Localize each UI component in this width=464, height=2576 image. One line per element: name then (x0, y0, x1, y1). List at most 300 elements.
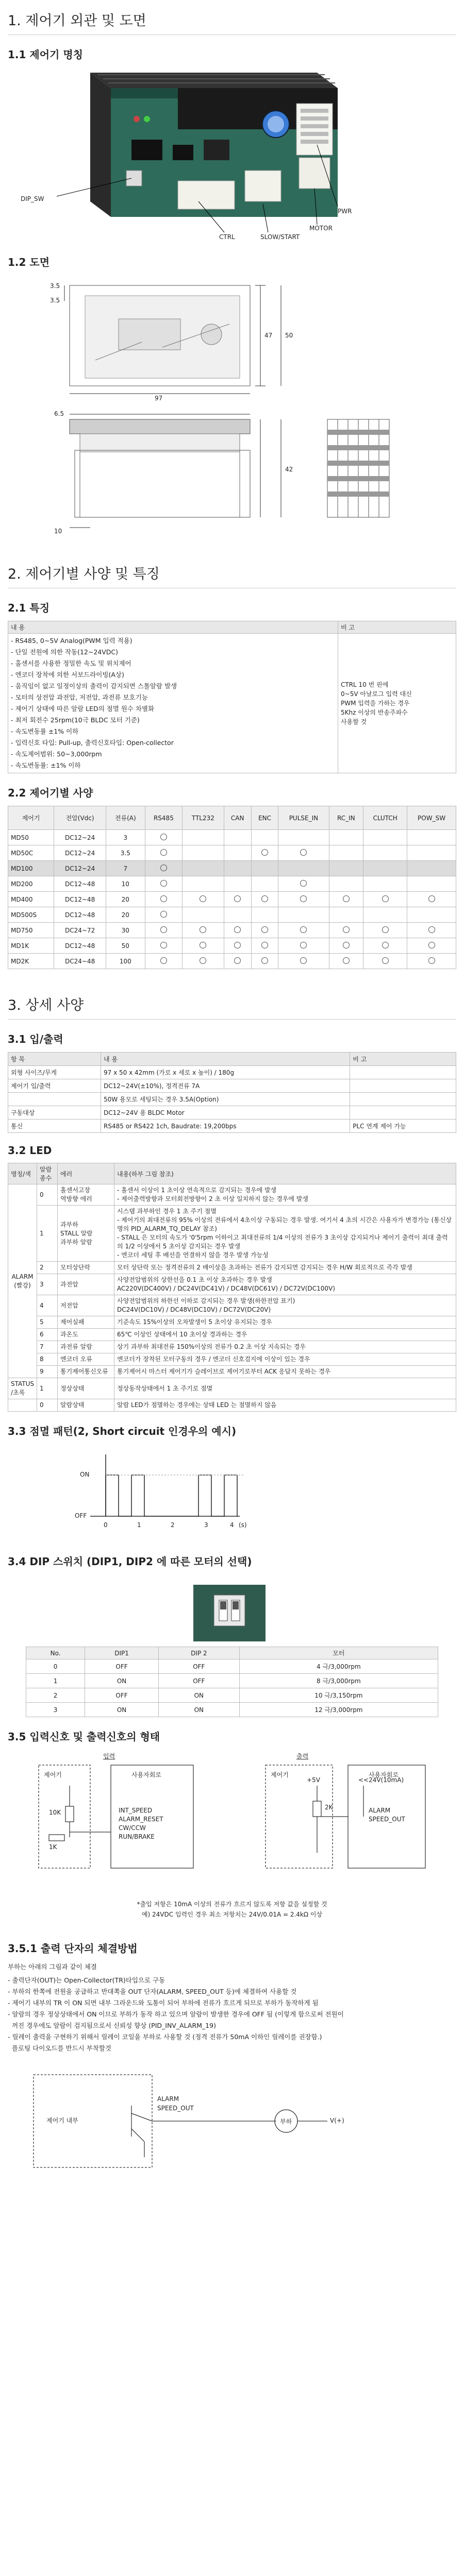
led-error: 과온도 (58, 1329, 114, 1341)
led-row (8, 1329, 456, 1341)
drawing-figure (8, 275, 456, 553)
model-feature-cell (251, 954, 278, 969)
led-row (8, 1366, 456, 1378)
led-row (8, 1295, 456, 1316)
dip-cell: ON (158, 1703, 239, 1717)
controller-photo (8, 67, 456, 243)
output-circuit-figure (8, 2064, 456, 2178)
model-row (8, 876, 456, 892)
model-feature-cell (363, 830, 407, 845)
supported-mark-icon (300, 926, 307, 933)
model-feature-cell (329, 876, 363, 892)
io-row (8, 1066, 456, 1079)
status-name (8, 1399, 37, 1412)
led-count: 4 (37, 1295, 58, 1316)
supported-mark-icon (261, 895, 268, 902)
io-row (8, 1093, 456, 1106)
feature-item: - 홀센서를 사용한 정밀한 속도 및 위치제어 (11, 659, 131, 667)
controller-photo-figure (8, 67, 456, 243)
model-row (8, 954, 456, 969)
model-voltage: DC12~24 (54, 845, 106, 861)
supported-mark-icon (382, 957, 389, 964)
circuit-5v: +5V (307, 1776, 320, 1784)
model-voltage: DC24~72 (54, 923, 106, 938)
output-text (8, 1975, 456, 2054)
model-feature-cell (407, 923, 456, 938)
model-current: 20 (106, 907, 145, 923)
model-feature-cell (363, 938, 407, 954)
model-feature-cell (183, 954, 224, 969)
model-voltage: DC12~48 (54, 892, 106, 907)
dip-cell: 0 (26, 1659, 85, 1674)
led-count: 8 (37, 1353, 58, 1366)
io-col-header: 내 용 (101, 1053, 350, 1066)
output-text-line: - 릴레이 출력을 구현하기 위해서 릴레이 코일을 부하로 사용할 것 (정격 전류가 50mA 이하인 릴레이를 권장함.) (8, 2033, 322, 2041)
label-motor: MOTOR (309, 225, 333, 232)
supported-mark-icon (261, 926, 268, 933)
model-col-header: POW_SW (407, 806, 456, 830)
section-2-1-title: 2.1 특징 (8, 602, 50, 614)
led-desc: 사양전압범위의 상한선을 0.1 초 이상 초과하는 경우 발생 AC220V(DC400V) / DC24V(DC41V) / DC48V(DC61V) / DC72V(DC100V) (114, 1274, 456, 1295)
model-feature-cell (363, 876, 407, 892)
status-count: 1 (37, 1378, 58, 1399)
io-cell: 외형 사이즈/무게 (8, 1066, 101, 1079)
supported-mark-icon (428, 957, 435, 964)
blink-tick-3: 3 (204, 1521, 208, 1529)
model-feature-cell (329, 907, 363, 923)
model-feature-cell (278, 907, 329, 923)
model-current: 100 (106, 954, 145, 969)
io-table-body (8, 1066, 456, 1133)
io-row (8, 1120, 456, 1133)
model-table-body (8, 830, 456, 969)
supported-mark-icon (160, 911, 167, 918)
model-name: MD400 (8, 892, 54, 907)
circuit-output-signals (369, 1806, 405, 1824)
io-cell (350, 1106, 456, 1120)
feature-item: - 제어기 상태에 따른 알람 LED의 점멸 원수 차별화 (11, 705, 155, 713)
supported-mark-icon (200, 895, 206, 902)
section-3-2-title: 3.2 LED (8, 1144, 52, 1157)
led-count: 0 (37, 1184, 58, 1206)
dip-cell: OFF (85, 1659, 159, 1674)
dip-row (26, 1688, 438, 1703)
status-row (8, 1399, 456, 1412)
dip-cell: OFF (158, 1674, 239, 1688)
supported-mark-icon (160, 834, 167, 840)
status-desc: 알람 LED가 점멸하는 경우에는 상태 LED 는 점멸하지 않음 (114, 1399, 456, 1412)
supported-mark-icon (343, 942, 350, 948)
supported-mark-icon (160, 895, 167, 902)
circuit-input-signals (119, 1806, 163, 1841)
out-circuit-alarm: ALARM (157, 2095, 179, 2103)
circuit-output-title: 출력 (296, 1753, 309, 1760)
features-header-content: 내 용 (8, 621, 338, 634)
dim-3-5-a: 3.5 (50, 282, 60, 290)
feature-note-line: 사용할 것 (341, 718, 367, 725)
model-voltage: DC12~24 (54, 861, 106, 876)
model-feature-cell (329, 845, 363, 861)
io-col-header: 비 고 (350, 1053, 456, 1066)
led-col-header: 내용(하부 그림 참조) (114, 1163, 456, 1184)
led-desc: 시스템 과부하인 경우 1 초 주기 점멸 - 제어기의 최대전류의 95% 이상의 전류에서 4초이상 구동되는 경우 발생. 여기서 4 초의 시간은 사용자가 변경가능 (통신상명의 PID_ALARM_TQ_DELAY 참조) - STALL 은 모터의 속도가 '0'5rpm 이하이고 최대전류의 1/4 이상의 전류가 3 초이상 감지되거나 제어기 출력이 최대 출력의 1/2 이상에서 5 초이상 감지되는 경우 발생 - 엔코더 세팅 후 배선을 연결하지 않을 경우 발생 가능성 (114, 1206, 456, 1262)
model-name: MD50C (8, 845, 54, 861)
section-1-2-title: 1.2 도면 (8, 256, 50, 268)
model-feature-cell (251, 845, 278, 861)
model-feature-cell (224, 876, 251, 892)
blink-tick-0: 0 (104, 1521, 108, 1529)
dip-col-header: 모터 (239, 1647, 438, 1659)
supported-mark-icon (160, 957, 167, 964)
model-feature-cell (329, 892, 363, 907)
supported-mark-icon (300, 942, 307, 948)
supported-mark-icon (160, 942, 167, 948)
features-list-cell (8, 634, 338, 773)
feature-item: - 입력신호 타입: Pull-up, 출력신호타입: Open-collector (11, 739, 174, 747)
led-error: 모터상단락 (58, 1262, 114, 1274)
led-row (8, 1206, 456, 1262)
led-group-name: ALARM (빨강) (8, 1184, 37, 1378)
io-cell (350, 1066, 456, 1079)
feature-item: - 움직임이 없고 일정이상의 출력이 감지되면 스톨알람 발생 (11, 682, 177, 690)
model-feature-cell (145, 876, 183, 892)
feature-note-line: CTRL 10 번 핀에 (341, 681, 389, 688)
model-current: 30 (106, 923, 145, 938)
model-col-header: 전압(Vdc) (54, 806, 106, 830)
model-voltage: DC12~48 (54, 907, 106, 923)
model-feature-cell (278, 923, 329, 938)
model-feature-cell (183, 923, 224, 938)
feature-item: - 속도변동률: ±1% 이하 (11, 761, 81, 769)
led-table-header (8, 1163, 456, 1184)
circuit-note-2: 예) 24VDC 입력인 경우 최소 저항치는 24V/0.01A = 2.4kΩ 이상 (141, 1911, 323, 1918)
model-feature-cell (329, 861, 363, 876)
supported-mark-icon (200, 942, 206, 948)
model-feature-cell (224, 830, 251, 845)
model-voltage: DC12~48 (54, 938, 106, 954)
blink-tick-1: 1 (137, 1521, 141, 1529)
model-voltage: DC12~24 (54, 830, 106, 845)
blink-tick-4: 4 (230, 1521, 234, 1529)
circuit-r-1k: 1K (49, 1843, 57, 1851)
model-row (8, 923, 456, 938)
model-row (8, 892, 456, 907)
supported-mark-icon (300, 895, 307, 902)
blink-tick-2: 2 (171, 1521, 175, 1529)
dip-table (26, 1647, 438, 1717)
label-dip-sw: DIP_SW (21, 195, 44, 202)
led-row (8, 1184, 456, 1206)
status-error: 알람상태 (58, 1399, 114, 1412)
model-feature-cell (251, 907, 278, 923)
supported-mark-icon (160, 865, 167, 871)
model-feature-cell (224, 954, 251, 969)
dip-cell: 8 극/3,000rpm (239, 1674, 438, 1688)
section-3-5-title: 3.5 입력신호 및 출력신호의 형태 (8, 1731, 160, 1743)
led-desc: 모터 상단락 또는 정격전류의 2 배이상을 초과하는 전류가 감지되면 감지되는 경우 H/W 회로적으로 즉각 발생 (114, 1262, 456, 1274)
model-feature-cell (145, 954, 183, 969)
output-text-line: - 알람의 경우 정상상태에서 ON 이므로 부하가 동작 하고 있으며 알람이 발생한 경우에 OFF 됨 (이렇게 함으로써 전원이 (8, 2010, 344, 2018)
supported-mark-icon (234, 957, 241, 964)
model-table-header (8, 806, 456, 830)
model-feature-cell (251, 830, 278, 845)
led-table-body (8, 1184, 456, 1412)
model-col-header: 전류(A) (106, 806, 145, 830)
dip-cell: 3 (26, 1703, 85, 1717)
led-count: 9 (37, 1366, 58, 1378)
model-feature-cell (407, 954, 456, 969)
model-feature-cell (224, 938, 251, 954)
io-cell: RS485 or RS422 1ch, Baudrate: 19,200bps (101, 1120, 350, 1133)
led-count: 6 (37, 1329, 58, 1341)
feature-note-line: PWM 입력을 가하는 경우 (341, 700, 410, 707)
model-col-header: RC_IN (329, 806, 363, 830)
model-current: 20 (106, 892, 145, 907)
dip-table-body (26, 1659, 438, 1717)
model-feature-cell (278, 861, 329, 876)
model-feature-cell (278, 954, 329, 969)
model-feature-cell (278, 938, 329, 954)
supported-mark-icon (428, 942, 435, 948)
output-text-line: 플로팅 다이오드를 반드시 부착할것 (8, 2044, 111, 2052)
model-feature-cell (329, 830, 363, 845)
model-feature-cell (363, 954, 407, 969)
io-cell: 50W 용모로 세팅되는 경우 3.5A(Option) (101, 1093, 350, 1106)
features-note (341, 680, 453, 726)
model-name: MD50 (8, 830, 54, 845)
model-feature-cell (224, 892, 251, 907)
led-error: 과전류 알람 (58, 1341, 114, 1353)
io-cell (350, 1093, 456, 1106)
model-feature-cell (363, 861, 407, 876)
model-current: 7 (106, 861, 145, 876)
supported-mark-icon (234, 926, 241, 933)
status-row (8, 1378, 456, 1399)
led-desc: 상기 과부하 최대전류 150%이상의 전류가 0.2 초 이상 지속되는 경우 (114, 1341, 456, 1353)
model-col-header: ENC (251, 806, 278, 830)
io-cell: 구동대상 (8, 1106, 101, 1120)
model-feature-cell (183, 907, 224, 923)
led-table (8, 1163, 456, 1412)
features-list (11, 635, 335, 771)
dip-col-header: No. (26, 1647, 85, 1659)
dip-cell: ON (85, 1674, 159, 1688)
feature-note-line: 0~5V 아날로그 입력 대신 (341, 690, 412, 698)
circuit-ctrl-out: 제어기 (271, 1771, 289, 1778)
model-name: MD100 (8, 861, 54, 876)
io-cell (8, 1093, 101, 1106)
led-error: 엔코더 오류 (58, 1353, 114, 1366)
io-cell: 제어기 입/출력 (8, 1079, 101, 1093)
model-col-header: 제어기 (8, 806, 54, 830)
dip-cell: 12 극/3,000rpm (239, 1703, 438, 1717)
model-feature-cell (363, 923, 407, 938)
model-feature-cell (251, 938, 278, 954)
led-desc: 엔코더가 장착된 모터구동의 경우 / 엔코더 신호검지에 이상이 있는 경우 (114, 1353, 456, 1366)
model-feature-cell (407, 861, 456, 876)
io-circuit-figure (8, 1750, 456, 1899)
output-intro: 부하는 아래의 그림과 같이 체결 (8, 1963, 97, 1971)
led-desc: 기준속도 15%이상의 오차발생이 5 초이상 유지되는 경우 (114, 1316, 456, 1329)
dim-6-5: 6.5 (54, 410, 64, 417)
dip-cell: OFF (158, 1659, 239, 1674)
led-error: 과전압 (58, 1274, 114, 1295)
supported-mark-icon (160, 926, 167, 933)
model-feature-cell (145, 938, 183, 954)
led-count: 5 (37, 1316, 58, 1329)
model-feature-cell (224, 845, 251, 861)
supported-mark-icon (234, 942, 241, 948)
model-feature-cell (183, 845, 224, 861)
circuit-24v: <<24V(10mA) (358, 1776, 404, 1784)
circuit-user-out: 사용자회로 (369, 1771, 399, 1778)
supported-mark-icon (343, 895, 350, 902)
model-feature-cell (183, 938, 224, 954)
supported-mark-icon (160, 880, 167, 887)
supported-mark-icon (261, 942, 268, 948)
io-cell (350, 1079, 456, 1093)
model-col-header: RS485 (145, 806, 183, 830)
model-feature-cell (278, 830, 329, 845)
status-name: STATUS /초록 (8, 1378, 37, 1399)
led-desc: 통기제어시 마스터 제어기가 슬레이브로 제어기로부터 ACK 응답지 못하는 경우 (114, 1366, 456, 1378)
io-cell: 통신 (8, 1120, 101, 1133)
input-signal-label: INT_SPEED (119, 1807, 153, 1814)
label-ctrl: CTRL (219, 233, 235, 241)
label-pwr: PWR (338, 208, 352, 215)
model-feature-cell (224, 923, 251, 938)
model-feature-cell (278, 892, 329, 907)
blink-pattern-figure (8, 1444, 456, 1542)
model-spec-table (8, 806, 456, 969)
model-feature-cell (183, 830, 224, 845)
section-3-1-title: 3.1 입/출력 (8, 1033, 63, 1045)
model-col-header: PULSE_IN (278, 806, 329, 830)
io-table (8, 1052, 456, 1133)
led-desc: 사양전압범위의 하한선 이하로 감지되는 경우 발생(하한전압 표기) DC24V(DC10V) / DC48V(DC10V) / DC72V(DC20V) (114, 1295, 456, 1316)
model-col-header: CAN (224, 806, 251, 830)
supported-mark-icon (300, 880, 307, 887)
feature-note-line: 5Khz 이상의 반송주파수 (341, 709, 408, 716)
model-feature-cell (407, 907, 456, 923)
model-feature-cell (224, 861, 251, 876)
features-table (8, 621, 456, 773)
model-feature-cell (145, 923, 183, 938)
out-circuit-inside: 제어기 내부 (46, 2117, 78, 2124)
status-desc: 정상동작상태에서 1 초 주기로 점멸 (114, 1378, 456, 1399)
model-feature-cell (278, 845, 329, 861)
blink-waveform (106, 1475, 237, 1516)
model-name: MD750 (8, 923, 54, 938)
model-voltage: DC12~48 (54, 876, 106, 892)
out-circuit-vplus: V(+) (330, 2117, 344, 2124)
feature-item: - 모터의 상전압 과전압, 저전압, 과전류 보호기능 (11, 693, 148, 701)
supported-mark-icon (200, 926, 206, 933)
features-note-cell (338, 634, 456, 773)
model-feature-cell (145, 907, 183, 923)
model-current: 3.5 (106, 845, 145, 861)
led-desc: - 홀센서 이상이 1 초이상 연속적으로 감지되는 경우에 발생 - 제어출력방향과 모터회전방향이 2 초 이상 일치하지 않는 경우에 발생 (114, 1184, 456, 1206)
section-2-title: 2. 제어기별 사양 및 특징 (8, 553, 456, 588)
led-count: 7 (37, 1341, 58, 1353)
model-name: MD500S (8, 907, 54, 923)
led-count: 1 (37, 1206, 58, 1262)
output-signal-label: ALARM (369, 1807, 391, 1814)
model-current: 10 (106, 876, 145, 892)
section-3-4-title: 3.4 DIP 스위치 (DIP1, DIP2 에 따른 모터의 선택) (8, 1555, 252, 1568)
supported-mark-icon (261, 957, 268, 964)
feature-item: - 단일 전원에 의한 작동(12~24VDC) (11, 648, 119, 656)
led-col-header: 에러 (58, 1163, 114, 1184)
led-row (8, 1353, 456, 1366)
dip-cell: 2 (26, 1688, 85, 1703)
model-feature-cell (329, 938, 363, 954)
dimension-drawing (8, 275, 456, 553)
model-row (8, 830, 456, 845)
input-signal-label: CW/CCW (119, 1824, 146, 1832)
model-feature-cell (407, 830, 456, 845)
led-count: 3 (37, 1274, 58, 1295)
supported-mark-icon (382, 926, 389, 933)
supported-mark-icon (300, 957, 307, 964)
blink-off-label: OFF (75, 1512, 87, 1519)
circuit-input-title: 입력 (103, 1753, 115, 1760)
status-error: 정상상태 (58, 1378, 114, 1399)
led-desc: 65℃ 이상인 상태에서 10 초이상 경과하는 경우 (114, 1329, 456, 1341)
io-row (8, 1106, 456, 1120)
output-text-line: 꺼진 경우에도 알람이 검지됨으로서 신뢰성 향상 (PID_INV_ALARM_19) (8, 2022, 216, 2029)
section-2-2-title: 2.2 제어기별 사양 (8, 787, 93, 799)
io-cell: DC12~24V(±10%), 정격전류 7A (101, 1079, 350, 1093)
led-col-header: 명칭/색 (8, 1163, 37, 1184)
model-feature-cell (183, 876, 224, 892)
model-row (8, 938, 456, 954)
blink-on-label: ON (80, 1471, 90, 1478)
features-header-note: 비 고 (338, 621, 456, 634)
feature-item: - 속도변동률 ±1% 이하 (11, 727, 79, 735)
circuit-note-1: *출입 저항은 10mA 이상의 전류가 흐르지 않도록 저항 값을 설정할 것 (137, 1901, 327, 1908)
model-current: 3 (106, 830, 145, 845)
led-count: 2 (37, 1262, 58, 1274)
model-row (8, 861, 456, 876)
model-feature-cell (251, 892, 278, 907)
supported-mark-icon (160, 849, 167, 856)
model-feature-cell (145, 861, 183, 876)
model-row (8, 907, 456, 923)
dip-row (26, 1703, 438, 1717)
output-signal-label: SPEED_OUT (369, 1816, 405, 1823)
supported-mark-icon (234, 895, 241, 902)
status-count: 0 (37, 1399, 58, 1412)
dip-cell: ON (158, 1688, 239, 1703)
dip-row (26, 1659, 438, 1674)
supported-mark-icon (343, 926, 350, 933)
supported-mark-icon (382, 895, 389, 902)
supported-mark-icon (382, 942, 389, 948)
model-name: MD200 (8, 876, 54, 892)
blink-unit: (s) (239, 1521, 247, 1529)
circuit-r-10k: 10K (49, 1809, 61, 1816)
model-feature-cell (407, 892, 456, 907)
dim-3-5-b: 3.5 (50, 297, 60, 304)
led-error: 통기제어통신오류 (58, 1366, 114, 1378)
dim-97: 97 (155, 395, 163, 402)
led-error: 제어실패 (58, 1316, 114, 1329)
dim-47: 47 (264, 332, 273, 339)
io-cell: PLC 연계 제어 가능 (350, 1120, 456, 1133)
feature-item: - 엔코더 장착에 의한 서보드라이빙(A상) (11, 671, 124, 679)
dip-table-header (26, 1647, 438, 1659)
